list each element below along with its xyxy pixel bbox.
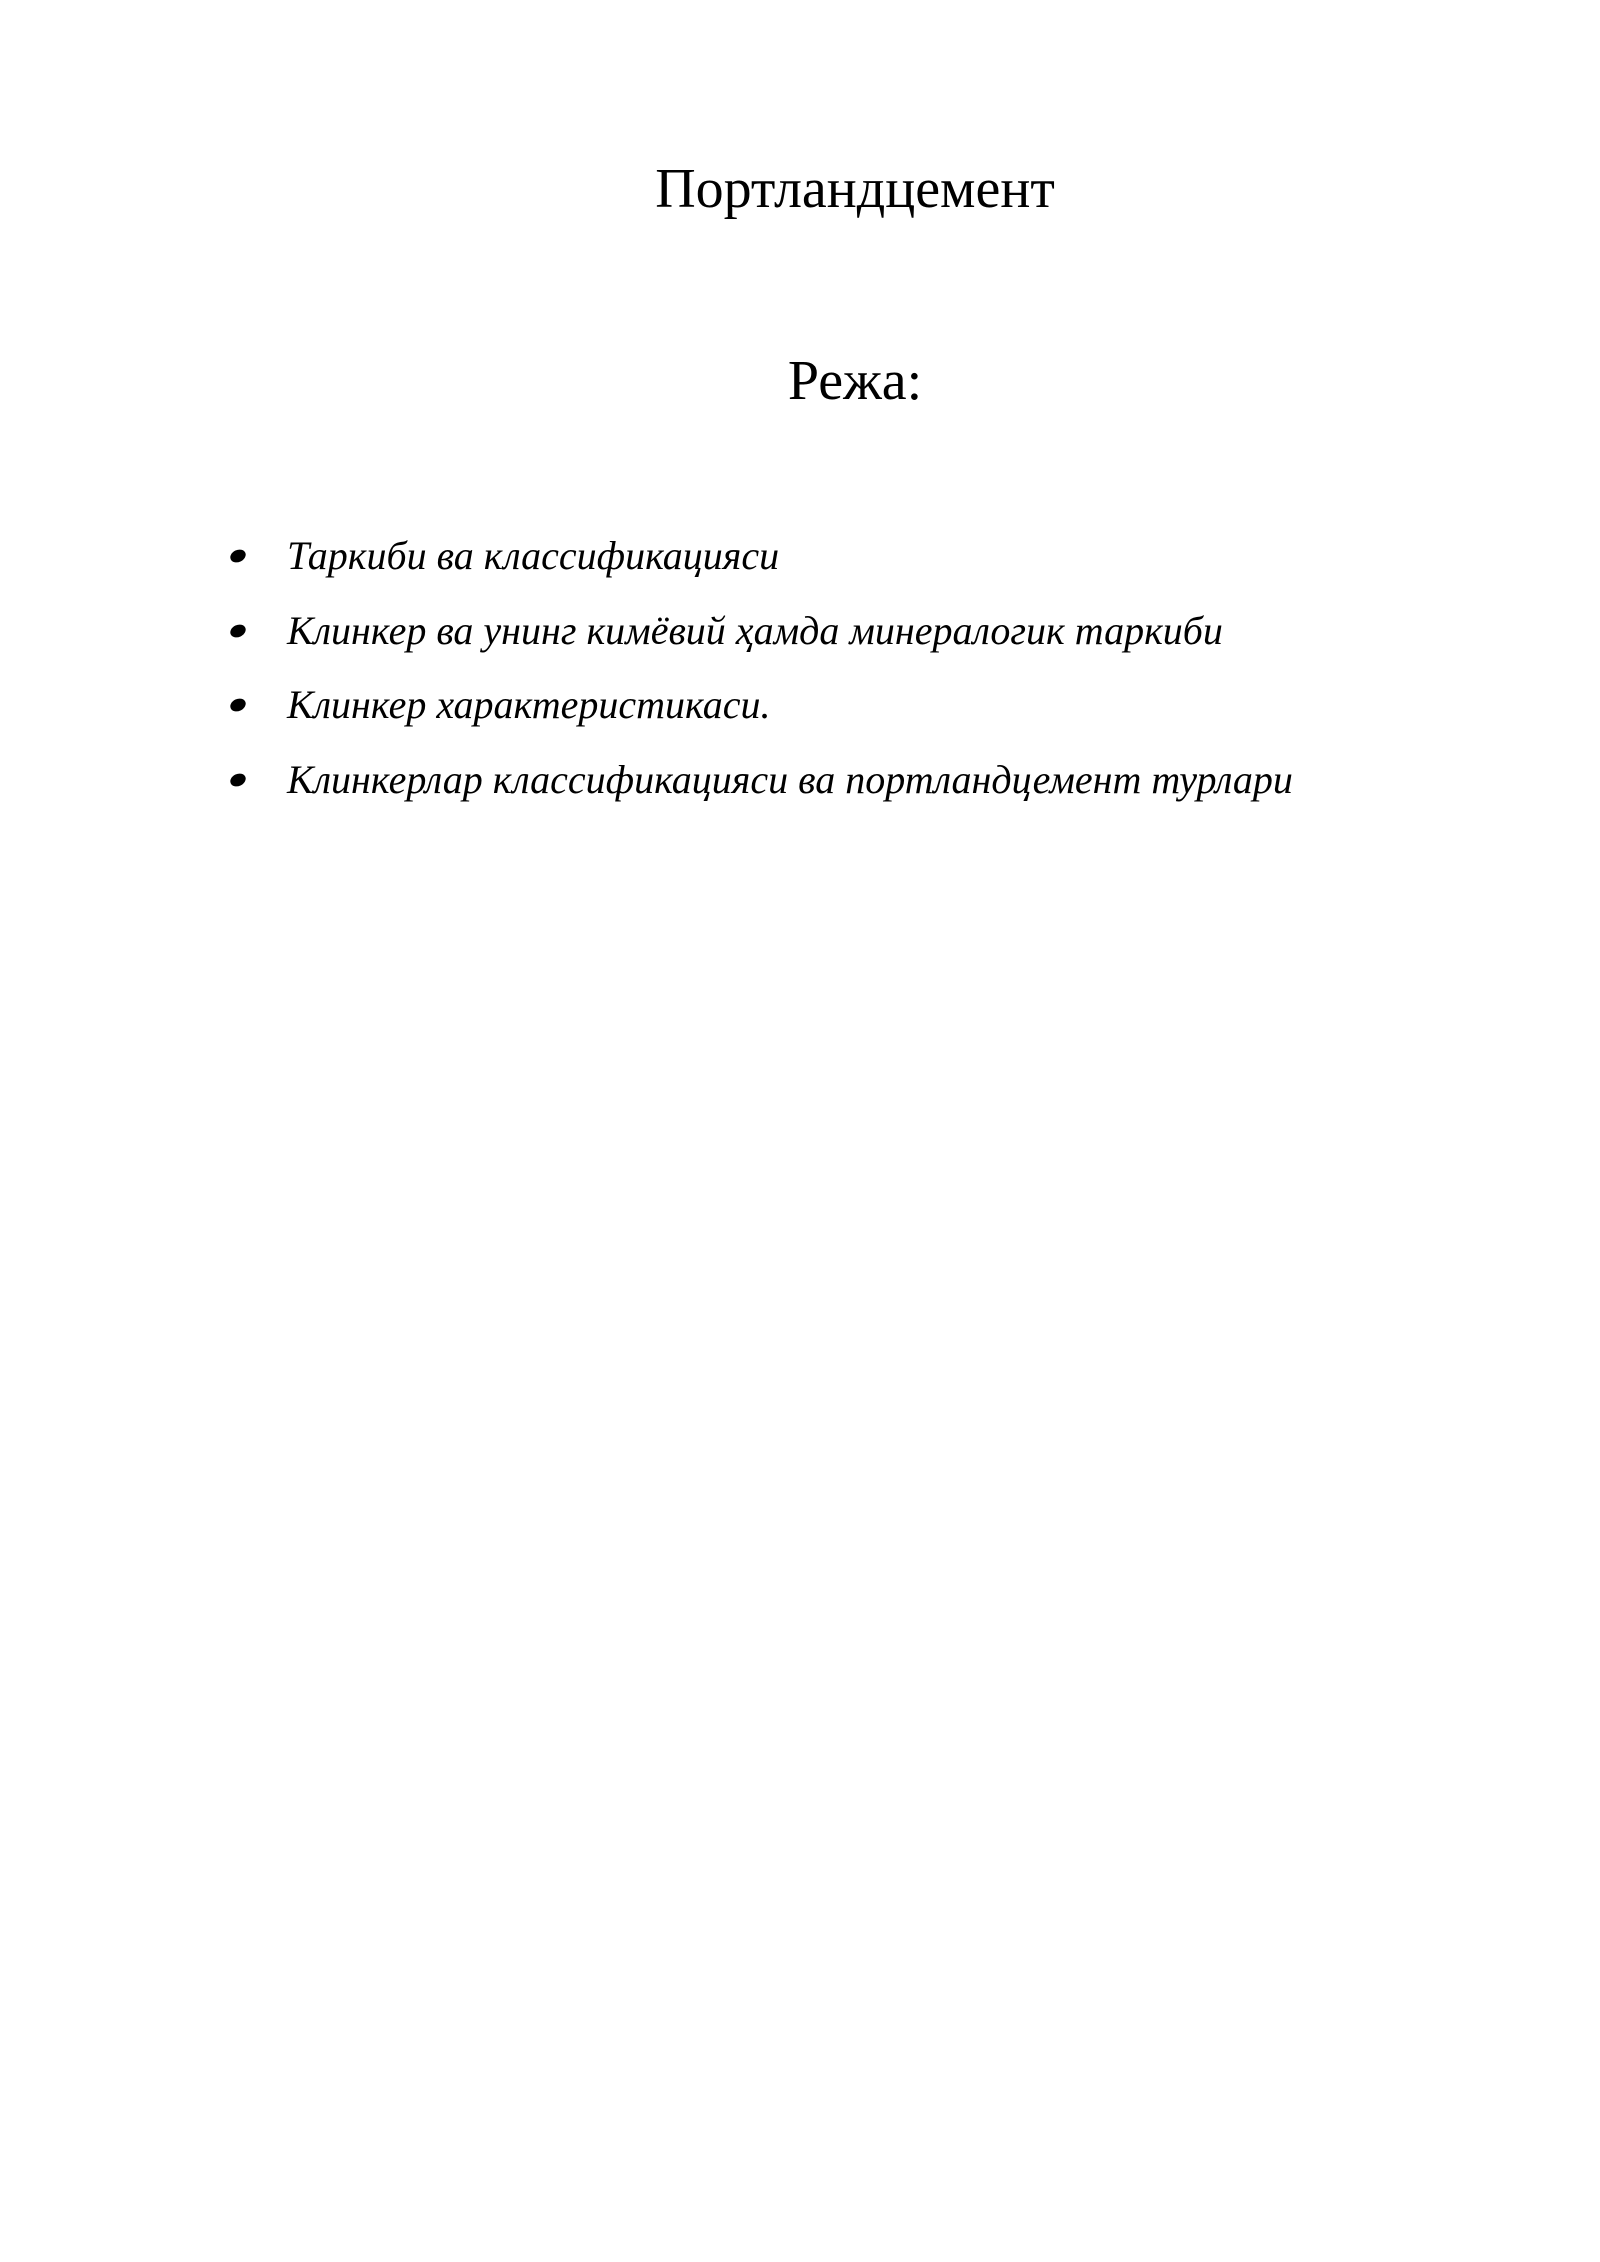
bullet-dot-icon bbox=[228, 547, 248, 565]
bullet-dot-icon bbox=[228, 696, 248, 714]
plan-item-text: Клинкерлар классификацияси ва портландцемент турлари bbox=[287, 756, 1293, 802]
plan-item-text: Клинкер ва унинг кимёвий ҳамда минералогик таркиби bbox=[287, 607, 1223, 653]
plan-heading: Режа: bbox=[787, 350, 923, 412]
plan-item-text: Клинкер характеристикаси. bbox=[287, 682, 771, 727]
bullet-dot-icon bbox=[228, 622, 248, 640]
document-title: Портландцемент bbox=[655, 158, 1055, 220]
bullet-dot-icon bbox=[228, 771, 248, 789]
plan-item-text: Таркиби ва классификацияси bbox=[287, 533, 780, 578]
